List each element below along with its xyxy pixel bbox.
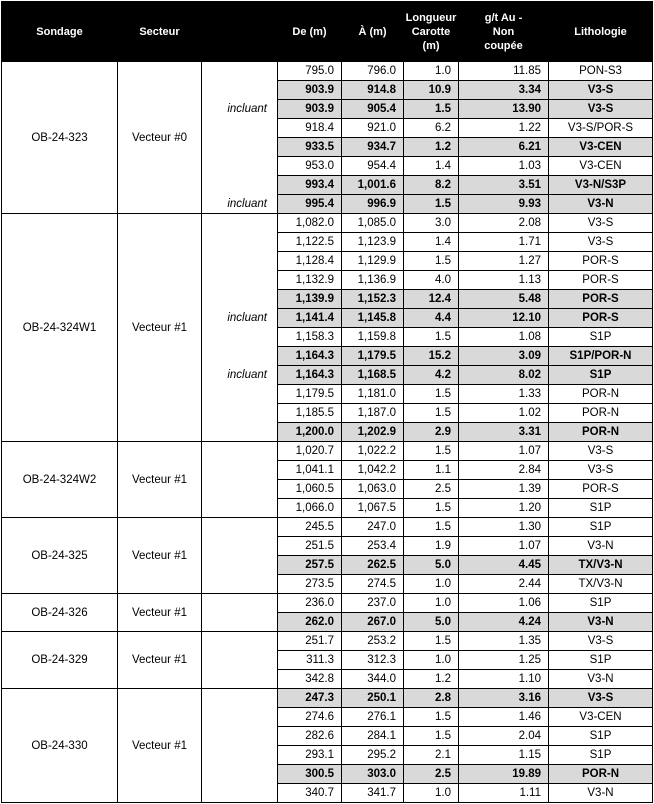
header-sondage: Sondage [2,2,118,62]
cell-lithologie: V3-N [549,195,653,214]
cell-gt-au: 1.11 [459,784,549,803]
cell-longueur: 1.9 [404,537,459,556]
table-row [2,518,653,537]
cell-incluant [202,746,278,765]
cell-incluant [202,537,278,556]
cell-a: 303.0 [342,765,404,784]
cell-incluant [202,461,278,480]
cell-longueur: 1.4 [404,233,459,252]
cell-gt-au: 2.04 [459,727,549,746]
cell-lithologie: S1P [549,651,653,670]
cell-secteur: Vecteur #1 [118,594,202,632]
cell-lithologie: S1P [549,328,653,347]
cell-gt-au: 1.33 [459,385,549,404]
cell-longueur: 2.9 [404,423,459,442]
cell-gt-au: 3.31 [459,423,549,442]
cell-sondage: OB-24-323 [2,62,118,214]
cell-de: 273.5 [278,575,342,594]
cell-incluant [202,556,278,575]
cell-longueur: 10.9 [404,81,459,100]
cell-a: 253.2 [342,632,404,651]
cell-incluant [202,423,278,442]
cell-gt-au: 13.90 [459,100,549,119]
cell-lithologie: V3-N [549,784,653,803]
cell-a: 262.5 [342,556,404,575]
cell-incluant [202,651,278,670]
cell-a: 1,001.6 [342,176,404,195]
cell-longueur: 1.0 [404,594,459,613]
cell-longueur: 1.0 [404,62,459,81]
cell-de: 342.8 [278,670,342,689]
cell-incluant [202,613,278,632]
cell-gt-au: 1.22 [459,119,549,138]
cell-longueur: 5.0 [404,556,459,575]
cell-longueur: 15.2 [404,347,459,366]
cell-longueur: 2.8 [404,689,459,708]
cell-incluant [202,632,278,651]
cell-a: 1,022.2 [342,442,404,461]
cell-incluant [202,499,278,518]
drill-results-table [1,1,653,803]
header-a: À (m) [342,2,404,62]
cell-incluant [202,727,278,746]
cell-incluant [202,575,278,594]
cell-longueur: 2.1 [404,746,459,765]
cell-gt-au: 1.07 [459,442,549,461]
cell-a: 796.0 [342,62,404,81]
cell-incluant [202,784,278,803]
cell-de: 1,164.3 [278,347,342,366]
cell-lithologie: V3-N [549,537,653,556]
cell-longueur: 1.5 [404,632,459,651]
cell-a: 1,123.9 [342,233,404,252]
cell-incluant [202,347,278,366]
header-longueur [404,2,459,62]
cell-de: 995.4 [278,195,342,214]
header-lithologie: Lithologie [549,2,653,62]
cell-lithologie: V3-S [549,233,653,252]
cell-lithologie: POR-S [549,290,653,309]
cell-de: 1,041.1 [278,461,342,480]
cell-de: 340.7 [278,784,342,803]
cell-sondage: OB-24-326 [2,594,118,632]
cell-gt-au: 2.44 [459,575,549,594]
cell-gt-au: 4.24 [459,613,549,632]
cell-gt-au: 19.89 [459,765,549,784]
header-gt-line: Non [492,25,515,38]
cell-incluant [202,480,278,499]
cell-incluant: incluant [202,366,278,385]
cell-secteur: Vecteur #1 [118,689,202,803]
cell-incluant [202,157,278,176]
cell-a: 295.2 [342,746,404,765]
cell-incluant [202,518,278,537]
cell-gt-au: 8.02 [459,366,549,385]
header-secteur: Secteur [118,2,202,62]
cell-de: 1,200.0 [278,423,342,442]
cell-de: 274.6 [278,708,342,727]
cell-longueur: 4.2 [404,366,459,385]
cell-gt-au: 5.48 [459,290,549,309]
cell-sondage: OB-24-324W1 [2,214,118,442]
cell-de: 1,139.9 [278,290,342,309]
cell-gt-au: 2.08 [459,214,549,233]
cell-a: 1,136.9 [342,271,404,290]
cell-incluant [202,442,278,461]
cell-de: 247.3 [278,689,342,708]
cell-de: 1,082.0 [278,214,342,233]
cell-de: 262.0 [278,613,342,632]
cell-longueur: 3.0 [404,214,459,233]
cell-a: 1,202.9 [342,423,404,442]
cell-longueur: 1.5 [404,708,459,727]
cell-de: 1,122.5 [278,233,342,252]
cell-de: 251.5 [278,537,342,556]
cell-gt-au: 1.35 [459,632,549,651]
header-blank [202,2,278,62]
cell-lithologie: V3-S [549,100,653,119]
cell-sondage: OB-24-325 [2,518,118,594]
cell-lithologie: S1P [549,746,653,765]
cell-incluant [202,765,278,784]
cell-a: 284.1 [342,727,404,746]
cell-lithologie: V3-N [549,613,653,632]
cell-de: 1,164.3 [278,366,342,385]
cell-a: 1,152.3 [342,290,404,309]
table-row [2,62,653,81]
cell-secteur: Vecteur #1 [118,442,202,518]
cell-lithologie: V3-CEN [549,708,653,727]
cell-de: 1,132.9 [278,271,342,290]
cell-gt-au: 1.39 [459,480,549,499]
cell-longueur: 1.2 [404,670,459,689]
cell-gt-au: 1.06 [459,594,549,613]
cell-a: 1,063.0 [342,480,404,499]
cell-incluant: incluant [202,309,278,328]
cell-lithologie: V3-CEN [549,157,653,176]
cell-incluant [202,670,278,689]
cell-a: 1,187.0 [342,404,404,423]
cell-longueur: 1.5 [404,328,459,347]
cell-de: 1,158.3 [278,328,342,347]
table-row [2,442,653,461]
cell-gt-au: 1.30 [459,518,549,537]
cell-a: 250.1 [342,689,404,708]
cell-a: 1,129.9 [342,252,404,271]
cell-de: 795.0 [278,62,342,81]
cell-lithologie: S1P [549,727,653,746]
cell-de: 1,020.7 [278,442,342,461]
cell-longueur: 1.5 [404,385,459,404]
cell-gt-au: 1.15 [459,746,549,765]
cell-gt-au: 1.10 [459,670,549,689]
cell-longueur: 1.5 [404,518,459,537]
cell-de: 1,066.0 [278,499,342,518]
cell-de: 903.9 [278,81,342,100]
cell-lithologie: V3-S [549,214,653,233]
cell-a: 1,067.5 [342,499,404,518]
cell-longueur: 2.5 [404,480,459,499]
cell-a: 341.7 [342,784,404,803]
cell-a: 1,159.8 [342,328,404,347]
cell-de: 257.5 [278,556,342,575]
cell-a: 1,085.0 [342,214,404,233]
cell-de: 282.6 [278,727,342,746]
cell-lithologie: V3-S [549,689,653,708]
cell-lithologie: V3-S [549,442,653,461]
cell-longueur: 1.5 [404,404,459,423]
cell-incluant [202,214,278,233]
cell-gt-au: 4.45 [459,556,549,575]
cell-lithologie: S1P [549,518,653,537]
cell-lithologie: V3-CEN [549,138,653,157]
header-gt-au [459,2,549,62]
cell-secteur: Vecteur #0 [118,62,202,214]
cell-lithologie: POR-S [549,309,653,328]
cell-gt-au: 3.51 [459,176,549,195]
header-longueur-line: Longueur [405,11,457,24]
cell-longueur: 1.5 [404,442,459,461]
cell-a: 267.0 [342,613,404,632]
cell-de: 903.9 [278,100,342,119]
cell-gt-au: 9.93 [459,195,549,214]
table-row [2,632,653,651]
cell-incluant [202,119,278,138]
cell-longueur: 1.5 [404,727,459,746]
cell-lithologie: V3-S/POR-S [549,119,653,138]
cell-de: 953.0 [278,157,342,176]
cell-longueur: 1.5 [404,252,459,271]
cell-incluant [202,252,278,271]
cell-lithologie: POR-S [549,252,653,271]
cell-lithologie: S1P [549,499,653,518]
cell-longueur: 1.2 [404,138,459,157]
cell-de: 300.5 [278,765,342,784]
cell-gt-au: 1.07 [459,537,549,556]
cell-a: 914.8 [342,81,404,100]
header-de: De (m) [278,2,342,62]
cell-de: 1,128.4 [278,252,342,271]
cell-incluant [202,708,278,727]
cell-longueur: 12.4 [404,290,459,309]
cell-de: 1,060.5 [278,480,342,499]
cell-longueur: 4.4 [404,309,459,328]
cell-gt-au: 6.21 [459,138,549,157]
cell-de: 1,185.5 [278,404,342,423]
header-row [2,2,653,62]
cell-secteur: Vecteur #1 [118,214,202,442]
cell-a: 921.0 [342,119,404,138]
cell-a: 1,145.8 [342,309,404,328]
table-row [2,594,653,613]
cell-incluant [202,62,278,81]
cell-a: 344.0 [342,670,404,689]
cell-lithologie: S1P/POR-N [549,347,653,366]
cell-longueur: 5.0 [404,613,459,632]
cell-a: 996.9 [342,195,404,214]
cell-lithologie: POR-N [549,385,653,404]
cell-a: 247.0 [342,518,404,537]
table-row [2,689,653,708]
cell-gt-au: 11.85 [459,62,549,81]
cell-de: 1,179.5 [278,385,342,404]
cell-gt-au: 1.02 [459,404,549,423]
cell-sondage: OB-24-329 [2,632,118,689]
cell-incluant: incluant [202,100,278,119]
cell-de: 293.1 [278,746,342,765]
cell-secteur: Vecteur #1 [118,632,202,689]
cell-a: 276.1 [342,708,404,727]
cell-a: 237.0 [342,594,404,613]
cell-longueur: 1.5 [404,195,459,214]
cell-de: 933.5 [278,138,342,157]
cell-incluant [202,594,278,613]
cell-gt-au: 2.84 [459,461,549,480]
cell-lithologie: V3-S [549,632,653,651]
cell-a: 954.4 [342,157,404,176]
cell-longueur: 8.2 [404,176,459,195]
cell-gt-au: 1.20 [459,499,549,518]
cell-de: 236.0 [278,594,342,613]
cell-gt-au: 1.27 [459,252,549,271]
cell-lithologie: PON-S3 [549,62,653,81]
cell-a: 312.3 [342,651,404,670]
cell-secteur: Vecteur #1 [118,518,202,594]
cell-gt-au: 3.09 [459,347,549,366]
cell-gt-au: 1.08 [459,328,549,347]
cell-de: 918.4 [278,119,342,138]
cell-longueur: 1.0 [404,575,459,594]
cell-lithologie: V3-S [549,461,653,480]
cell-de: 993.4 [278,176,342,195]
cell-gt-au: 1.25 [459,651,549,670]
cell-de: 245.5 [278,518,342,537]
header-gt-line: coupée [484,39,523,52]
table-row [2,214,653,233]
cell-gt-au: 1.03 [459,157,549,176]
cell-lithologie: POR-N [549,423,653,442]
cell-a: 905.4 [342,100,404,119]
cell-incluant: incluant [202,195,278,214]
cell-longueur: 1.4 [404,157,459,176]
cell-a: 1,181.0 [342,385,404,404]
cell-incluant [202,138,278,157]
cell-incluant [202,233,278,252]
cell-longueur: 6.2 [404,119,459,138]
cell-incluant [202,385,278,404]
cell-incluant [202,404,278,423]
cell-lithologie: POR-N [549,404,653,423]
cell-gt-au: 3.16 [459,689,549,708]
cell-longueur: 1.0 [404,784,459,803]
cell-gt-au: 12.10 [459,309,549,328]
cell-longueur: 1.5 [404,100,459,119]
cell-lithologie: POR-S [549,271,653,290]
cell-longueur: 4.0 [404,271,459,290]
cell-incluant [202,328,278,347]
cell-incluant [202,290,278,309]
cell-lithologie: V3-N [549,670,653,689]
cell-lithologie: TX/V3-N [549,575,653,594]
cell-incluant [202,271,278,290]
cell-lithologie: POR-N [549,765,653,784]
cell-incluant [202,689,278,708]
cell-a: 1,179.5 [342,347,404,366]
header-longueur-line: (m) [422,39,440,52]
cell-longueur: 1.1 [404,461,459,480]
cell-sondage: OB-24-324W2 [2,442,118,518]
cell-longueur: 1.5 [404,499,459,518]
cell-gt-au: 1.46 [459,708,549,727]
cell-incluant [202,176,278,195]
cell-a: 1,168.5 [342,366,404,385]
cell-lithologie: V3-N/S3P [549,176,653,195]
cell-gt-au: 3.34 [459,81,549,100]
cell-de: 1,141.4 [278,309,342,328]
cell-longueur: 1.0 [404,651,459,670]
cell-lithologie: S1P [549,594,653,613]
cell-longueur: 2.5 [404,765,459,784]
cell-incluant [202,81,278,100]
cell-lithologie: POR-S [549,480,653,499]
cell-lithologie: S1P [549,366,653,385]
header-longueur-line: Carotte [411,25,451,38]
cell-gt-au: 1.71 [459,233,549,252]
cell-a: 1,042.2 [342,461,404,480]
cell-lithologie: V3-S [549,81,653,100]
cell-a: 253.4 [342,537,404,556]
cell-a: 934.7 [342,138,404,157]
cell-de: 251.7 [278,632,342,651]
table-body [2,62,653,803]
cell-a: 274.5 [342,575,404,594]
header-gt-line: g/t Au - [484,11,523,24]
cell-de: 311.3 [278,651,342,670]
cell-lithologie: TX/V3-N [549,556,653,575]
cell-sondage: OB-24-330 [2,689,118,803]
cell-gt-au: 1.13 [459,271,549,290]
